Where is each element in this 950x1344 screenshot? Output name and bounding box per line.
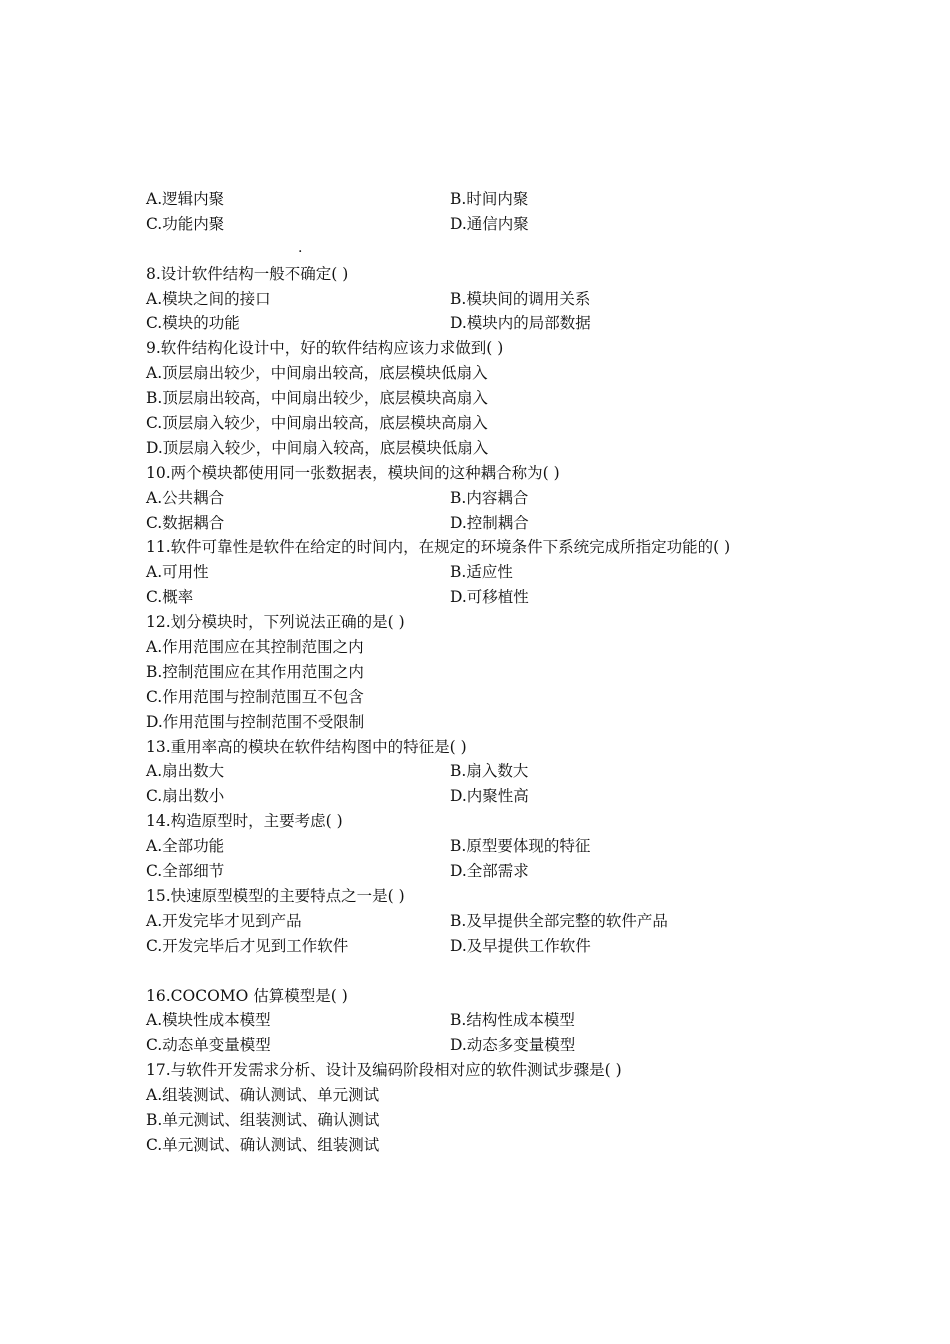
q11-option-d: D.可移植性	[450, 588, 529, 607]
q11-option-b: B.适应性	[450, 563, 513, 582]
q10-option-b: B.内容耦合	[450, 488, 529, 507]
q16-stem: 16.COCOMO 估算模型是( )	[146, 986, 348, 1005]
q14-options-row-2	[146, 859, 826, 884]
stray-mark: .	[298, 239, 303, 256]
q10-options-row-2	[146, 511, 826, 536]
q16-options-row-1	[146, 1008, 826, 1033]
q13-options-row-1	[146, 759, 826, 784]
blank-line	[146, 237, 826, 262]
q15-option-c: C.开发完毕后才见到工作软件	[146, 936, 349, 955]
q7-option-d: D.通信内聚	[450, 214, 529, 233]
q14-option-d: D.全部需求	[450, 862, 529, 881]
q14-option-b: B.原型要体现的特征	[450, 837, 591, 856]
q8-stem: 8.设计软件结构一般不确定( )	[146, 264, 349, 283]
q15-options-row-1	[146, 909, 826, 934]
q8-options-row-2	[146, 311, 826, 336]
q17-option-c: C.单元测试、确认测试、组装测试	[146, 1135, 380, 1154]
q10-option-a: A.公共耦合	[146, 488, 225, 507]
q17-option-a: A.组装测试、确认测试、单元测试	[146, 1086, 380, 1105]
q10-option-c: C.数据耦合	[146, 513, 225, 532]
q16-option-a: A.模块性成本模型	[146, 1011, 271, 1030]
q12-option-b: B.控制范围应在其作用范围之内	[146, 662, 364, 681]
q7-option-b: B.时间内聚	[450, 190, 529, 208]
q15-stem: 15.快速原型模型的主要特点之一是( )	[146, 886, 405, 905]
q13-options-row-2	[146, 784, 826, 809]
q11-stem: 11.软件可靠性是软件在给定的时间内，在规定的环境条件下系统完成所指定功能的( )	[146, 538, 731, 557]
q7-options-row-2	[146, 212, 826, 237]
q13-option-a: A.扇出数大	[146, 762, 225, 781]
q11-option-a: A.可用性	[146, 563, 209, 582]
q14-options-row-1	[146, 834, 826, 859]
q7-options-row-1	[146, 187, 826, 212]
q17-option-b: B.单元测试、组装测试、确认测试	[146, 1110, 380, 1129]
q8-option-a: A.模块之间的接口	[146, 289, 271, 308]
q13-stem: 13.重用率高的模块在软件结构图中的特征是( )	[146, 737, 467, 756]
q10-option-d: D.控制耦合	[450, 513, 529, 532]
q9-option-b: B.顶层扇出较高，中间扇出较少，底层模块高扇入	[146, 389, 488, 408]
q11-options-row-1	[146, 560, 826, 585]
q8-option-d: D.模块内的局部数据	[450, 314, 591, 333]
q17-stem: 17.与软件开发需求分析、设计及编码阶段相对应的软件测试步骤是( )	[146, 1061, 622, 1080]
q12-option-c: C.作用范围与控制范围互不包含	[146, 687, 364, 706]
q15-option-b: B.及早提供全部完整的软件产品	[450, 911, 668, 930]
q13-option-c: C.扇出数小	[146, 787, 225, 806]
q10-stem: 10.两个模块都使用同一张数据表，模块间的这种耦合称为( )	[146, 463, 560, 482]
q8-option-b: B.模块间的调用关系	[450, 289, 591, 308]
q15-options-row-2	[146, 934, 826, 959]
q14-stem: 14.构造原型时，主要考虑( )	[146, 812, 343, 831]
q15-option-a: A.开发完毕才见到产品	[146, 911, 302, 930]
q11-options-row-2	[146, 585, 826, 610]
q7-option-a: A.逻辑内聚	[146, 190, 225, 208]
q11-option-c: C.概率	[146, 588, 194, 607]
q14-option-c: C.全部细节	[146, 862, 225, 881]
q13-option-d: D.内聚性高	[450, 787, 529, 806]
q12-option-d: D.作用范围与控制范围不受限制	[146, 712, 365, 731]
q13-option-b: B.扇入数大	[450, 762, 529, 781]
q9-option-d: D.顶层扇入较少，中间扇入较高，底层模块低扇入	[146, 438, 489, 457]
q9-stem: 9.软件结构化设计中，好的软件结构应该力求做到( )	[146, 339, 504, 358]
q8-options-row-1	[146, 287, 826, 312]
q8-option-c: C.模块的功能	[146, 314, 240, 333]
q9-option-a: A.顶层扇出较少，中间扇出较高，底层模块低扇入	[146, 364, 488, 383]
q15-option-d: D.及早提供工作软件	[450, 936, 591, 955]
q16-option-b: B.结构性成本模型	[450, 1011, 575, 1030]
exam-page	[146, 187, 826, 1158]
q7-option-c: C.功能内聚	[146, 214, 225, 233]
q10-options-row-1	[146, 486, 826, 511]
q16-option-c: C.动态单变量模型	[146, 1036, 271, 1055]
q16-options-row-2	[146, 1033, 826, 1058]
q14-option-a: A.全部功能	[146, 837, 225, 856]
q12-option-a: A.作用范围应在其控制范围之内	[146, 638, 364, 657]
blank-line	[146, 959, 826, 984]
q12-stem: 12.划分模块时，下列说法正确的是( )	[146, 613, 405, 632]
q16-option-d: D.动态多变量模型	[450, 1036, 576, 1055]
q9-option-c: C.顶层扇入较少，中间扇出较高，底层模块高扇入	[146, 414, 488, 433]
